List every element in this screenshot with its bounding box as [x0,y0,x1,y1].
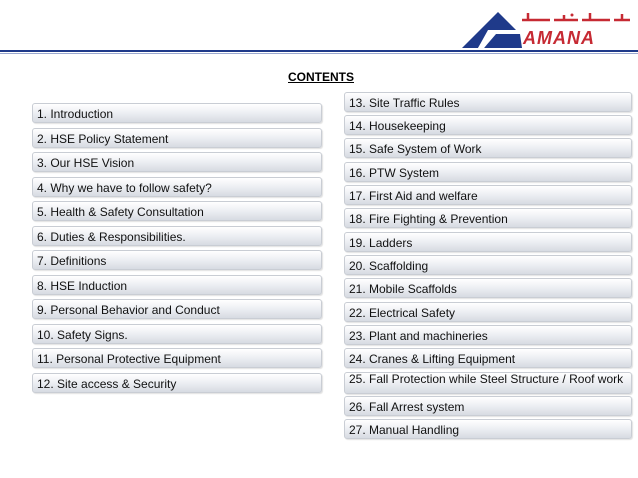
contents-item-left: 1. Introduction [32,103,322,123]
contents-item-right: 15. Safe System of Work [344,138,632,158]
contents-item-right: 27. Manual Handling [344,419,632,439]
contents-item-right: 22. Electrical Safety [344,302,632,322]
contents-item-right: 26. Fall Arrest system [344,396,632,416]
contents-item-left: 2. HSE Policy Statement [32,128,322,148]
header-divider [0,50,638,52]
contents-item-left: 9. Personal Behavior and Conduct [32,299,322,319]
arabic-wordmark [520,10,632,24]
contents-item-left: 5. Health & Safety Consultation [32,201,322,221]
contents-item-left: 7. Definitions [32,250,322,270]
contents-item-right: 24. Cranes & Lifting Equipment [344,348,632,368]
contents-item-right: 14. Housekeeping [344,115,632,135]
contents-item-right: 18. Fire Fighting & Prevention [344,208,632,228]
contents-item-right: 16. PTW System [344,162,632,182]
brand-name: AMANA [523,28,595,48]
contents-item-right: 25. Fall Protection while Steel Structure / Roof work [344,372,632,394]
contents-item-right: 20. Scaffolding [344,255,632,275]
contents-item-left: 6. Duties & Responsibilities. [32,226,322,246]
contents-item-right: 23. Plant and machineries [344,325,632,345]
contents-item-left: 12. Site access & Security [32,373,322,393]
contents-item-right: 13. Site Traffic Rules [344,92,632,112]
contents-item-left: 10. Safety Signs. [32,324,322,344]
contents-item-left: 11. Personal Protective Equipment [32,348,322,368]
contents-item-right: 21. Mobile Scaffolds [344,278,632,298]
contents-item-left: 8. HSE Induction [32,275,322,295]
contents-item-left: 3. Our HSE Vision [32,152,322,172]
header-divider-thin [0,53,638,54]
contents-item-left: 4. Why we have to follow safety? [32,177,322,197]
contents-item-right: 17. First Aid and welfare [344,185,632,205]
page-title: CONTENTS [288,70,354,84]
contents-item-right: 19. Ladders [344,232,632,252]
